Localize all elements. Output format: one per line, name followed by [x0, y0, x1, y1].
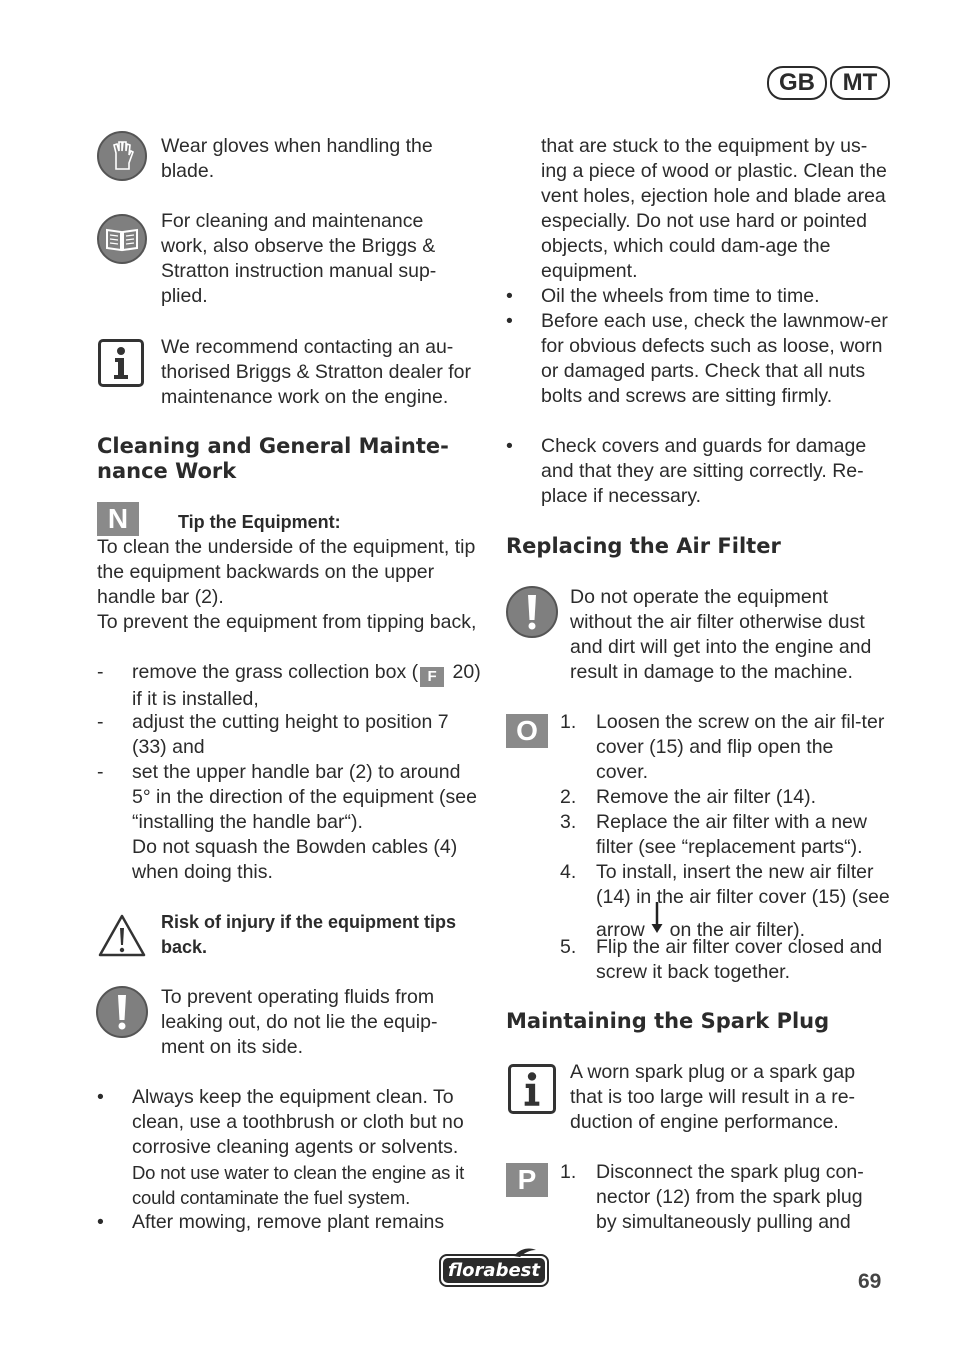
dash-item — [132, 660, 482, 712]
exclamation-icon — [506, 586, 558, 638]
step-text-part: on the air filter). — [664, 919, 806, 941]
dash-item: set the upper handle bar (2) to around 5° in the direction of the equipment (see “installing the handle bar“). — [132, 761, 477, 833]
info-icon — [98, 339, 144, 387]
dash-item-text: remove the grass collection box ( — [132, 661, 419, 683]
florabest-logo — [438, 1246, 550, 1288]
dash-marker: - — [97, 761, 104, 783]
cleaning-heading: Cleaning and General Mainte-nance Work — [97, 434, 449, 483]
step-label-n: N — [97, 502, 139, 536]
tip-para-1: To clean the underside of the equipment, tip the equipment backwards on the upper handle bar (2). — [97, 536, 476, 608]
spark-info: A worn spark plug or a spark gap that is too large will result in a re-duction of engine performance. — [570, 1061, 856, 1133]
bullet-item: After mowing, remove plant remains — [132, 1211, 445, 1233]
bullet-item: Before each use, check the lawnmow-er for obvious defects such as loose, worn or damaged parts. Check that all nuts bolts and screws are sitting firmly. — [541, 310, 888, 407]
step-number: 2. — [560, 786, 577, 808]
step-number: 1. — [560, 711, 577, 733]
gloves-note: Wear gloves when handling the blade. — [161, 135, 433, 182]
dash-item-text: 20) if it is installed, — [132, 661, 481, 710]
page-number: 69 — [858, 1270, 882, 1293]
bullet-item: Check covers and guards for damage and that they are sitting correctly. Re-place if necessary. — [541, 435, 867, 507]
step-text: Flip the air filter cover closed and screw it back together. — [596, 936, 883, 983]
step-number: 1. — [560, 1161, 577, 1183]
bullet-marker: • — [506, 435, 513, 457]
lang-badge-mt: MT — [830, 66, 890, 100]
step-number: 5. — [560, 936, 577, 958]
bullet-item: Oil the wheels from time to time. — [541, 285, 820, 307]
arrow-down-icon — [650, 910, 664, 930]
step-number: 4. — [560, 861, 577, 883]
step-text: Disconnect the spark plug con-nector (12) from the spark plug by simultaneously pulling and — [596, 1161, 864, 1233]
dash-marker: - — [97, 661, 104, 683]
tip-title: Tip the Equipment: — [178, 512, 341, 532]
warning-note: Risk of injury if the equipment tips back. — [161, 912, 457, 957]
manual-book-icon — [97, 214, 147, 264]
info-note: We recommend contacting an au-thorised Briggs & Stratton dealer for maintenance work on the engine. — [161, 336, 471, 408]
figure-f-badge: F — [420, 667, 444, 687]
florabest-logo-text: florabest — [448, 1260, 540, 1281]
step-text: Remove the air filter (14). — [596, 786, 816, 808]
fluids-note: To prevent operating fluids from leaking out, do not lie the equip-ment on its side. — [161, 986, 438, 1058]
bullet-marker: • — [97, 1211, 104, 1233]
bullet-marker: • — [506, 285, 513, 307]
lang-badge-gb: GB — [767, 66, 827, 100]
step-text: Loosen the screw on the air fil-ter cover (15) and flip open the cover. — [596, 711, 885, 783]
bullet-item-extra: Do not use water to clean the engine as it could contaminate the fuel system. — [132, 1162, 465, 1208]
step-label-p: P — [506, 1163, 548, 1197]
step-text: Replace the air filter with a new filter (see “replacement parts“). — [596, 811, 867, 858]
tip-para-2: To prevent the equipment from tipping back, — [97, 611, 477, 633]
step-text-part: To install, insert the new air filter (14) in the air filter cover (15) (see arrow — [596, 861, 890, 941]
warning-triangle-icon — [97, 913, 147, 959]
glove-icon — [97, 131, 147, 181]
air-filter-warning: Do not operate the equipment without the air filter otherwise dust and dirt will get into the engine and result in damage to the machine. — [570, 586, 872, 683]
dash-marker: - — [97, 711, 104, 733]
bullet-marker: • — [97, 1086, 104, 1108]
dash-item: adjust the cutting height to position 7 (33) and — [132, 711, 449, 758]
dash-item-extra: Do not squash the Bowden cables (4) when doing this. — [132, 836, 458, 883]
continuation-text: that are stuck to the equipment by us-ing a piece of wood or plastic. Clean the vent holes, ejection hole and blade area especially. Do not use hard or pointed objects, which could dam-age the equipment. — [541, 135, 887, 282]
bullet-item: Always keep the equipment clean. To clean, use a toothbrush or cloth but no corrosive cleaning agents or solvents. — [132, 1086, 464, 1158]
step-label-o: O — [506, 714, 548, 748]
spark-plug-heading: Maintaining the Spark Plug — [506, 1009, 830, 1033]
info-icon — [508, 1064, 556, 1114]
step-number: 3. — [560, 811, 577, 833]
exclamation-icon — [96, 986, 148, 1038]
air-filter-heading: Replacing the Air Filter — [506, 534, 781, 558]
step-text — [596, 860, 891, 943]
manual-note: For cleaning and maintenance work, also observe the Briggs & Stratton instruction manual sup-plied. — [161, 210, 437, 307]
bullet-marker: • — [506, 310, 513, 332]
